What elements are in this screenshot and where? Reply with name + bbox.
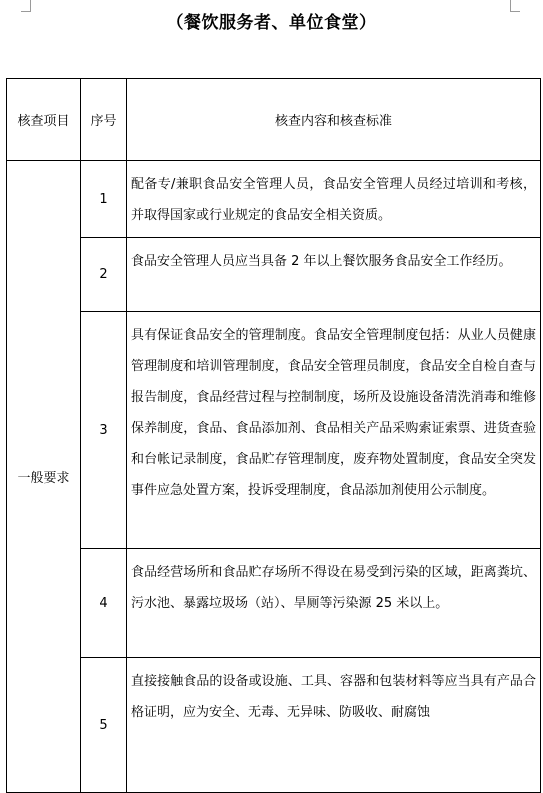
table-header-row bbox=[7, 79, 541, 161]
row-content: 配备专/兼职食品安全管理人员，食品安全管理人员经过培训和考核，并取得国家或行业规定的食品安全相关资质。 bbox=[127, 161, 541, 238]
header-number: 序号 bbox=[81, 79, 127, 161]
header-item: 核查项目 bbox=[7, 79, 81, 161]
table-row bbox=[7, 549, 541, 658]
row-content: 直接接触食品的设备或设施、工具、容器和包装材料等应当具有产品合格证明，应为安全、无毒、无异味、防吸收、耐腐蚀 bbox=[127, 658, 541, 793]
table-row bbox=[7, 312, 541, 549]
table-row bbox=[7, 161, 541, 238]
table-row bbox=[7, 238, 541, 312]
inspection-table bbox=[6, 78, 541, 793]
row-number: 3 bbox=[81, 312, 127, 549]
row-number: 1 bbox=[81, 161, 127, 238]
row-number: 4 bbox=[81, 549, 127, 658]
row-content: 具有保证食品安全的管理制度。食品安全管理制度包括：从业人员健康管理制度和培训管理制度，食品安全管理员制度，食品安全自检自查与报告制度，食品经营过程与控制制度，场所及设施设备清洗消毒和维修保养制度，食品、食品添加剂、食品相关产品采购索证索票、进货查验和台帐记录制度，食品贮存管理制度，废弃物处置制度，食品安全突发事件应急处置方案，投诉受理制度，食品添加剂使用公示制度。 bbox=[127, 312, 541, 549]
document-subtitle: （餐饮服务者、单位食堂） bbox=[166, 13, 377, 33]
row-content: 食品安全管理人员应当具备 2 年以上餐饮服务食品安全工作经历。 bbox=[127, 238, 541, 312]
row-number: 5 bbox=[81, 658, 127, 793]
row-content: 食品经营场所和食品贮存场所不得设在易受到污染的区域，距离粪坑、污水池、暴露垃圾场（站）、旱厕等污染源 25 米以上。 bbox=[127, 549, 541, 658]
group-label-general-requirements: 一般要求 bbox=[7, 161, 81, 793]
row-number: 2 bbox=[81, 238, 127, 312]
header-content: 核查内容和核查标准 bbox=[127, 79, 541, 161]
table-row bbox=[7, 658, 541, 793]
